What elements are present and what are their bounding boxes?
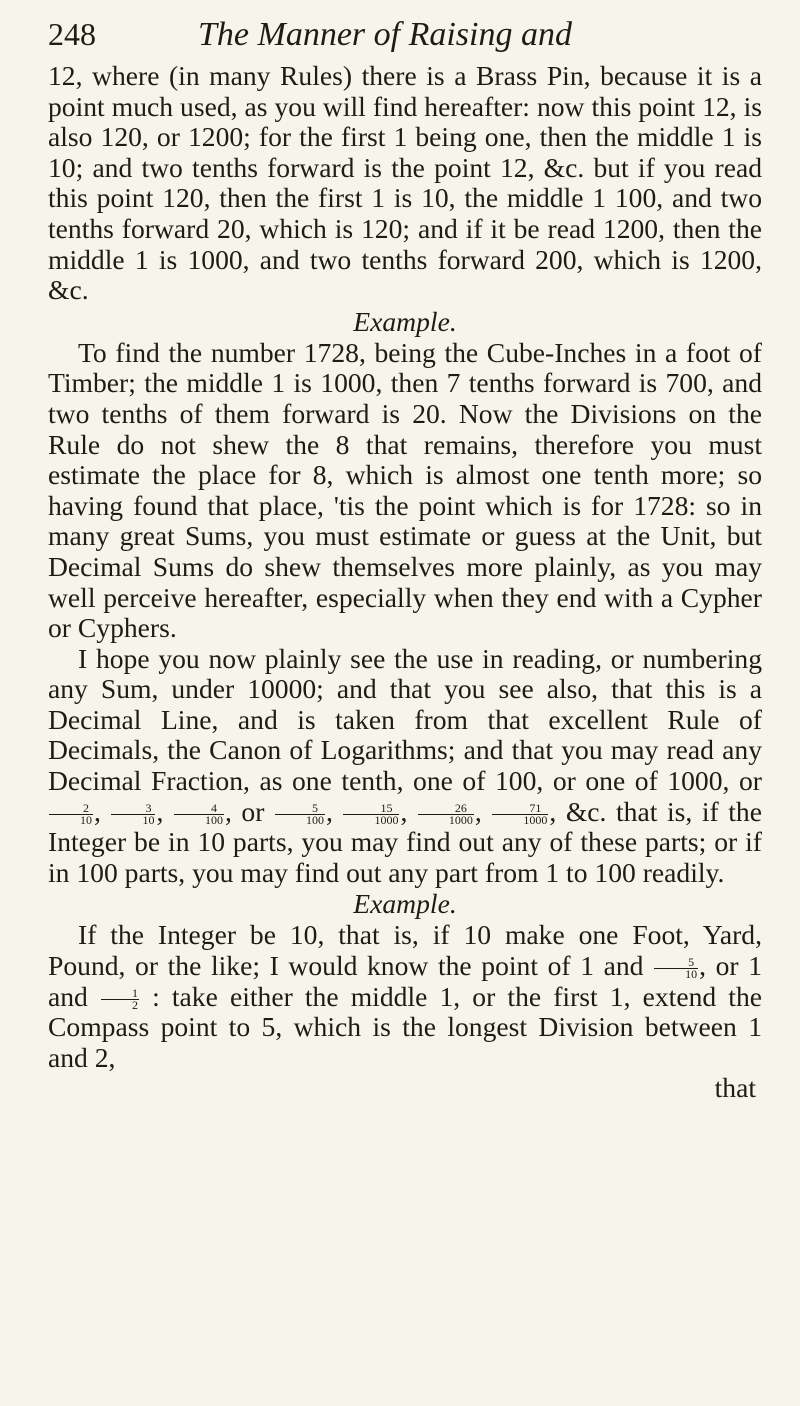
paragraph-3-cont: Integer be in 10 parts, you may find out any of these parts; or if in 100 parts, you may find out any part from 1 to 100 readily. bbox=[48, 826, 762, 888]
example-heading-1: Example. bbox=[353, 305, 457, 337]
catchword: that bbox=[714, 1072, 756, 1104]
page-header bbox=[48, 14, 762, 55]
running-title: The Manner of Raising and bbox=[198, 16, 572, 53]
fraction-6: $\frac{26}{1000}$ bbox=[418, 803, 474, 826]
or-word-2: or bbox=[241, 795, 265, 827]
fraction-8: $\frac{5}{10}$ bbox=[654, 957, 698, 980]
paragraph-4: If the Integer be 10, that is, if 10 make one Foot, Yard, Pound, or the like; I would know the point of 1 and $\frac{5}{10}$ , or 1 and $\frac{1}{2}$ : take either the middle 1, or the first 1, extend the Compass point to 5, which is the longest Division between 1 and 2, bbox=[48, 919, 763, 1073]
fraction-5: $\frac{15}{1000}$ bbox=[343, 803, 399, 826]
fraction-7: $\frac{71}{1000}$ bbox=[492, 803, 548, 826]
paragraph-2: To find the number 1728, being the Cube-Inches in a foot of Timber; the middle 1 is 1000, then 7 tenths forward is 700, and two tenths of them forward is 20. Now the Divisions on the Rule do not shew the 8 that remains, therefore you must estimate the place for 8, which is almost one tenth more; so having found that place, 'tis the point which is for 1728: so in many great Sums, you must estimate or guess at the Unit, but Decimal Sums do shew themselves more plainly, as you may well perceive hereafter, especially when they end with a Cypher or Cyphers. bbox=[48, 336, 762, 644]
or-word: or bbox=[739, 765, 762, 797]
fraction-4: $\frac{5}{100}$ bbox=[275, 803, 325, 826]
paragraph-3-text: I hope you now plainly see the use in reading, or numbering any Sum, under 10000; and that you see also, that this is a Decimal Line, and is taken from that excellent Rule of Decimals, the Canon of Logarithms; and that you may read any Decimal Fraction, as one tenth, one of 100, or one of 1000, bbox=[48, 642, 762, 797]
paragraph-3: I hope you now plainly see the use in reading, or numbering any Sum, under 10000; and that you see also, that this is a Decimal Line, and is taken from that excellent Rule of Decimals, the Canon of Logarithms; and that you may read any Decimal Fraction, as one tenth, one of 100, or one of 1000, or $\frac{2}{10}$ , $\frac{3}{10}$ , $\frac{4}{100}$ , or $\frac{5}{100}$ , $\frac{15}{1000}$ , $\frac{26}{1000}$ , $\frac{71}{1000}$ , &c. that is, if the Integer be in 10 parts, you may find out any of these parts; or if in 100 parts, you may find out any part from 1 to 100 readily. bbox=[48, 642, 762, 888]
fraction-9: $\frac{1}{2}$ bbox=[101, 988, 139, 1011]
fraction-1: $\frac{2}{10}$ bbox=[49, 803, 93, 826]
body-text bbox=[48, 61, 762, 1073]
paragraph-1: 12, where (in many Rules) there is a Brass Pin, because it is a point much used, as you will find hereafter: now this point 12, is also 120, or 1200; for the first 1 being one, then the middle 1 is 10; and two tenths forward is the point 12, &c. but if you read this point 120, then the first 1 is 10, the middle 1 100, and two tenths forward 20, which is 120; and if it be read 1200, then the middle 1 is 1000, and two tenths forward 200, which is 1200, &c. bbox=[48, 60, 762, 306]
page-number: 248 bbox=[48, 16, 96, 52]
fraction-3: $\frac{4}{100}$ bbox=[174, 803, 224, 826]
fraction-2: $\frac{3}{10}$ bbox=[111, 803, 155, 826]
etc-text: , &c. that is, if the bbox=[549, 795, 762, 827]
example-heading-2: Example. bbox=[353, 888, 457, 920]
